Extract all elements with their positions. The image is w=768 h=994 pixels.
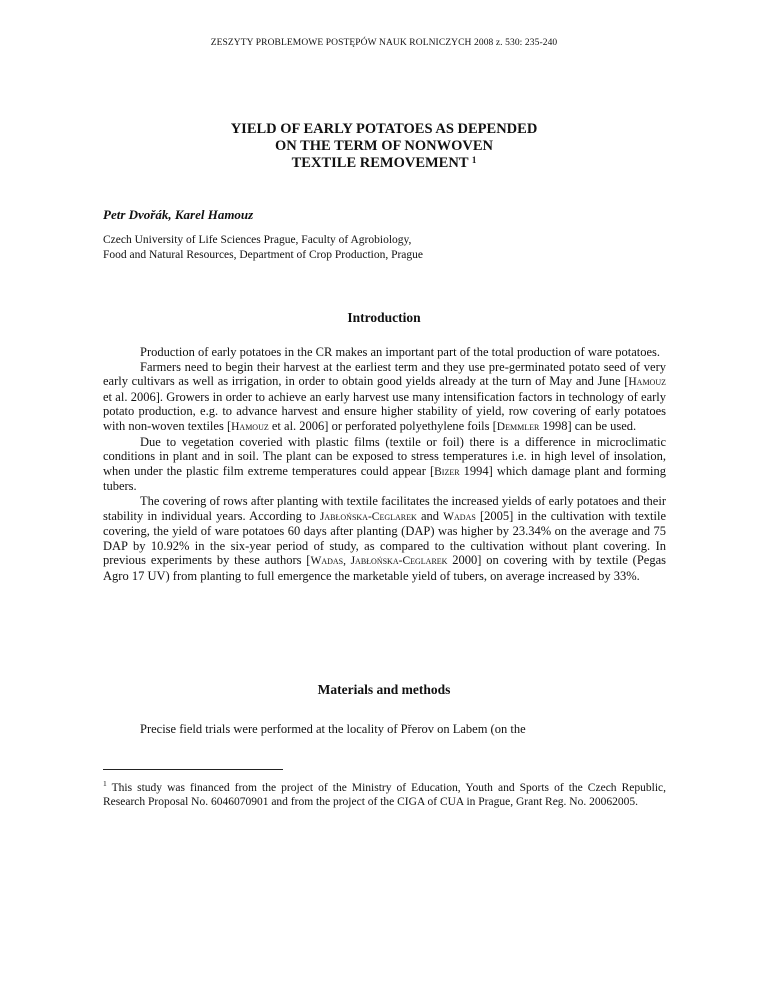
affiliation-line-2: Food and Natural Resources, Department of Crop Production, Prague <box>103 248 424 261</box>
text-span: The covering of rows after planting with textile facilitates the increased yields of early potatoes and their stability in individual years. According to <box>103 493 666 523</box>
authors: Petr Dvořák, Karel Hamouz <box>103 207 254 222</box>
methods-body <box>103 722 666 737</box>
text-span: et al. 2006]. Growers in order to achieve an early harvest use many intensification factors in technology of early potato production, e.g. to advance harvest and ensure higher stability of yield, row covering of early potatoes with non-woven textiles [ <box>103 389 666 433</box>
paper-title <box>0 121 768 172</box>
citation-author: Wadas, Jabłońska-Ceglarek <box>310 555 448 568</box>
footnote-mark: 1 <box>103 779 107 788</box>
text-span: [2005] in the cultivation with textile covering, the yield of ware potatoes 60 days after planting (DAP) was higher by 23.34% on the average and 75 DAP by 10.92% in the six-year period of study, as compared to the cultivation without plant covering. In previous experiments by these authors [ <box>103 508 666 568</box>
footnote-divider <box>103 769 283 770</box>
affiliation-line-1: Czech University of Life Sciences Prague, Faculty of Agrobiology, <box>103 234 412 246</box>
introduction-body <box>103 345 666 584</box>
citation-author: Jabłońska-Ceglarek <box>319 510 417 523</box>
intro-paragraph-2 <box>103 360 666 435</box>
text-span: 1994] which damage plant and forming tubers. <box>103 463 666 494</box>
methods-paragraph-1: Precise field trials were performed at the locality of Přerov on Labem (on the <box>140 722 526 736</box>
affiliation <box>103 233 423 262</box>
citation-author: Wadas <box>443 510 476 523</box>
title-line-1: YIELD OF EARLY POTATOES AS DEPENDED <box>230 121 538 137</box>
intro-paragraph-1: Production of early potatoes in the CR makes an important part of the total production of ware potatoes. <box>140 345 661 359</box>
title-line-2: ON THE TERM OF NONWOVEN <box>274 138 494 154</box>
text-span: and <box>416 508 444 523</box>
text-span: et al. 2006] or perforated polyethylene foils [ <box>268 418 497 433</box>
citation-author: Hamouz <box>231 420 269 433</box>
introduction-heading: Introduction <box>347 310 421 325</box>
text-span: 2000] on covering with by textile (Pegas Agro 17 UV) from planting to full emergence the marketable yield of tubers, on average increased by 33%. <box>103 553 666 583</box>
title-line-3 <box>0 155 768 172</box>
citation-author: Bizer <box>434 465 460 478</box>
citation-author: Demmler <box>496 420 540 433</box>
footnote-text: This study was financed from the project of the Ministry of Education, Youth and Sports of the Czech Republic, Research Proposal No. 6046070901 and from the project of the CIGA of CUA in Prague, Grant Reg. No. 20062005. <box>103 781 666 809</box>
text-span: Due to vegetation coveried with plastic films (textile or foil) there is a difference in microclimatic conditions in plant and in soil. The plant can be exposed to stress temperatures i.e. in high level of insolation, when under the plastic film extreme temperatures could appear [ <box>103 434 666 478</box>
title-footnote-mark: 1 <box>471 155 477 165</box>
intro-paragraph-3 <box>103 435 666 494</box>
footnote <box>103 777 666 810</box>
title-line-3-text: TEXTILE REMOVEMENT <box>291 155 469 171</box>
text-span: 1998] can be used. <box>539 418 637 433</box>
text-span: Farmers need to begin their harvest at the earliest term and they use pre-germinated potato seed of very early cultivars as well as irrigation, in order to obtain good yields already at the turn of May and June [ <box>103 359 666 389</box>
intro-paragraph-4 <box>103 494 666 584</box>
running-head: ZESZYTY PROBLEMOWE POSTĘPÓW NAUK ROLNICZYCH 2008 z. 530: 235-240 <box>210 38 558 48</box>
methods-heading: Materials and methods <box>317 682 451 697</box>
citation-author: Hamouz <box>628 376 666 389</box>
